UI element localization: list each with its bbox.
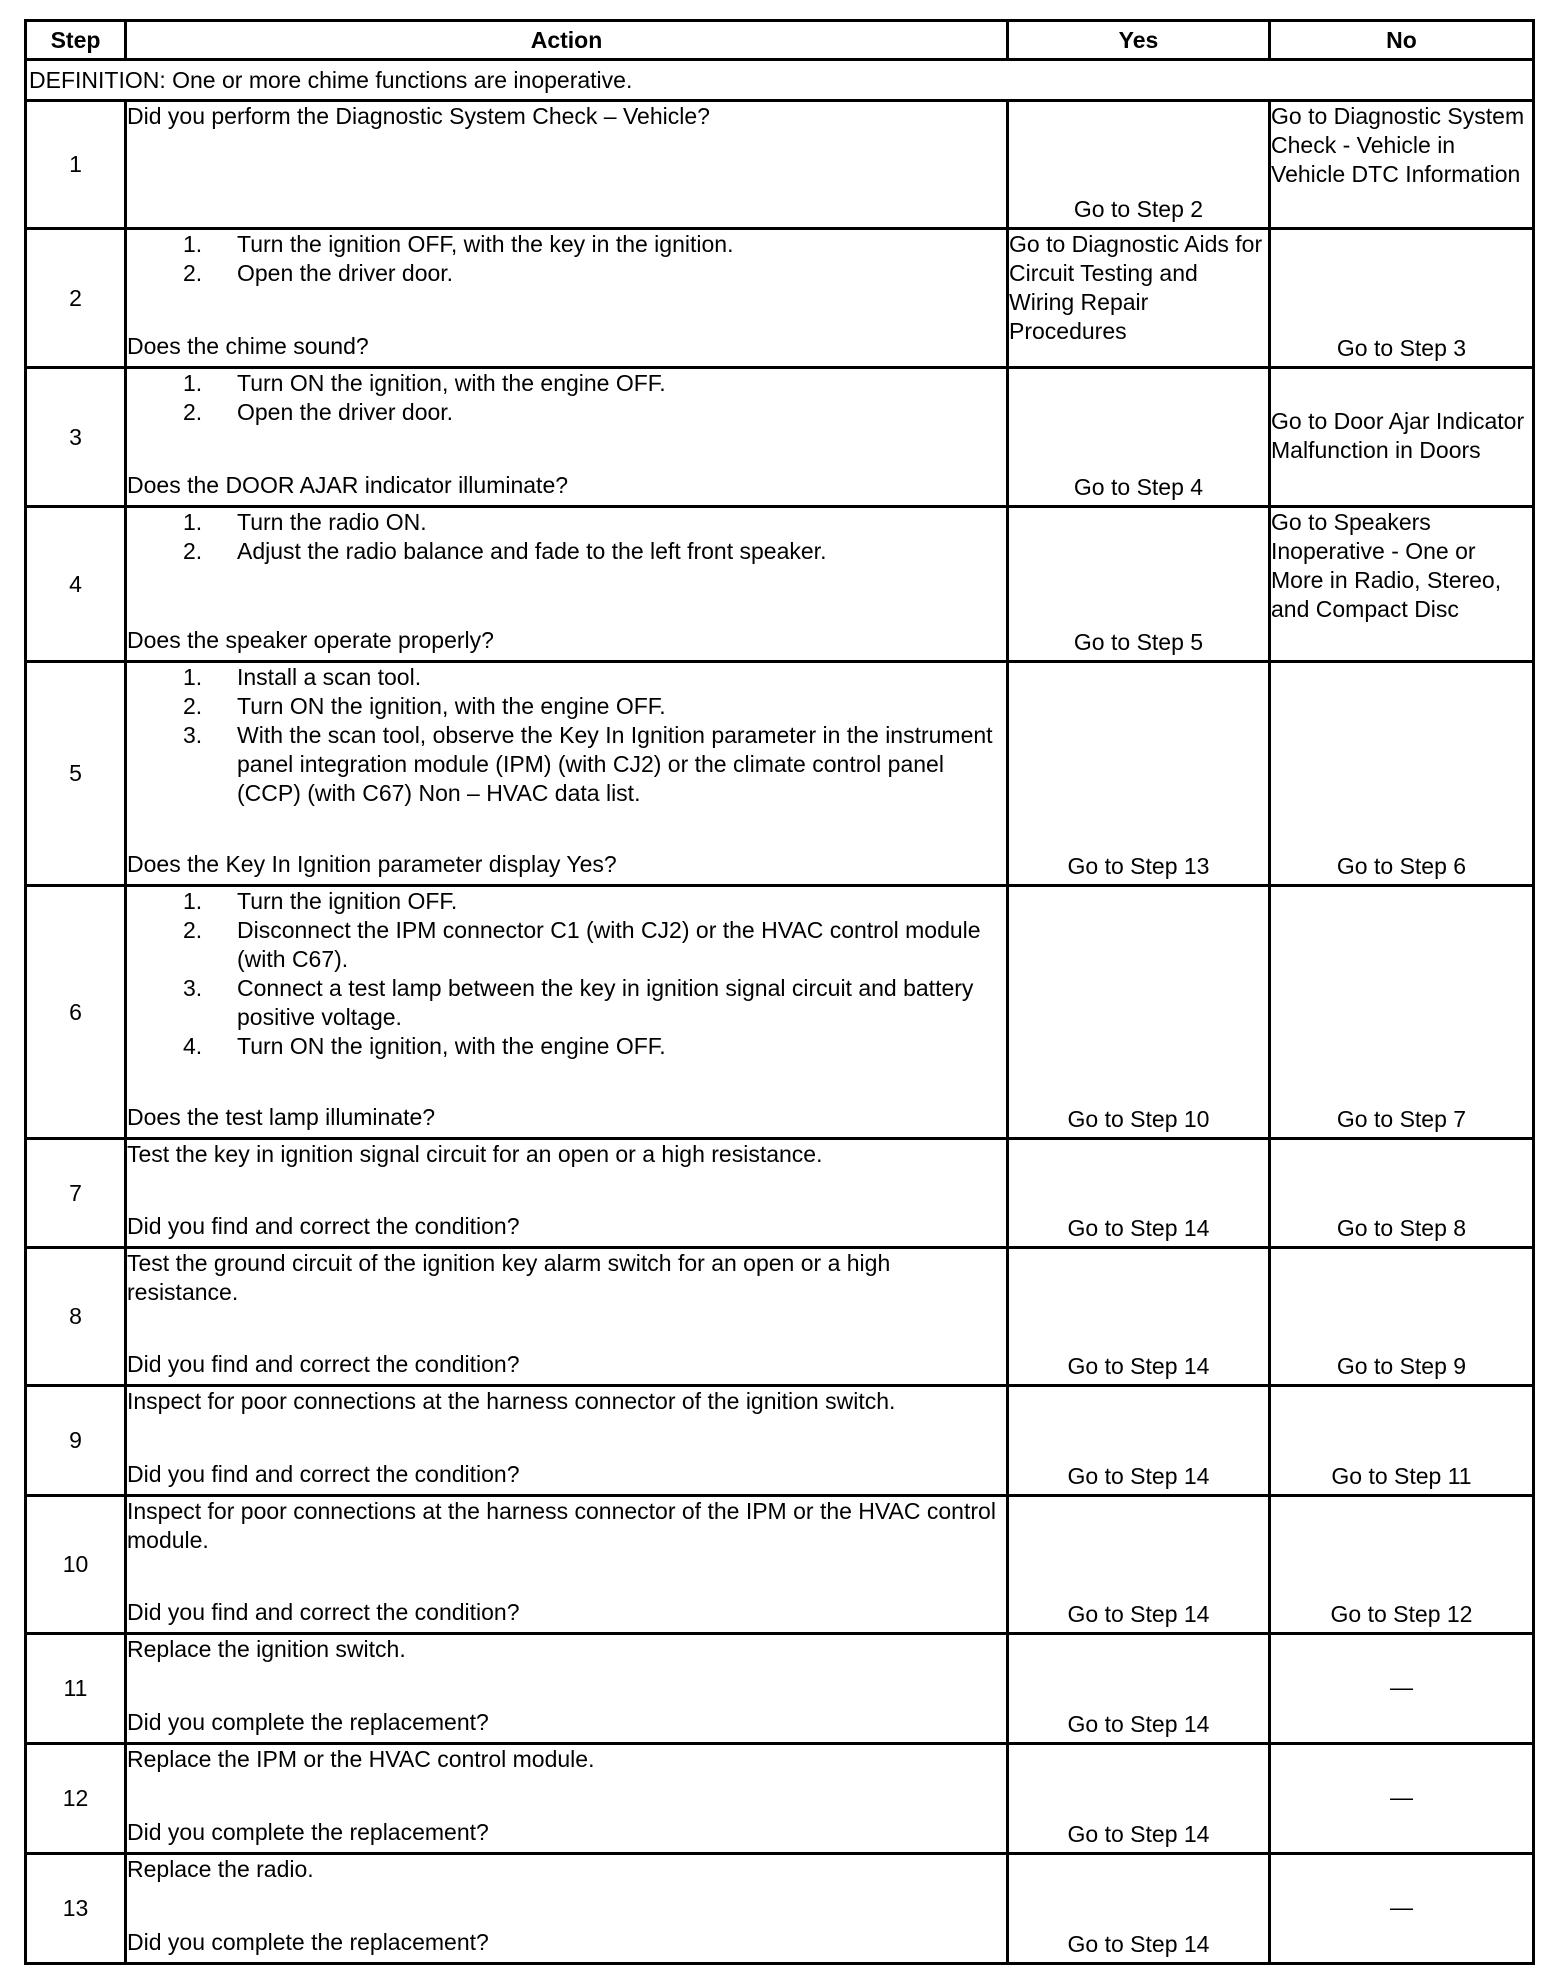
yes-result: Go to Diagnostic Aids for Circuit Testing and Wiring Repair Procedures xyxy=(1009,231,1263,344)
list-item-text: Turn ON the ignition, with the engine OFF. xyxy=(237,693,666,719)
list-item-number: 1. xyxy=(183,664,203,690)
action-cell xyxy=(126,368,1008,507)
yes-cell xyxy=(1008,368,1270,507)
table-row xyxy=(26,886,1534,1139)
no-result: Go to Step 12 xyxy=(1330,1601,1473,1627)
step-number: 4 xyxy=(26,507,126,662)
action-intro: Test the ground circuit of the ignition key alarm switch for an open or a high resistance. xyxy=(127,1250,891,1305)
step-number: 1 xyxy=(26,101,126,229)
table-row xyxy=(26,101,1534,229)
list-item xyxy=(183,537,1006,566)
step-number: 3 xyxy=(26,368,126,507)
yes-cell xyxy=(1008,886,1270,1139)
list-item-number: 1. xyxy=(183,370,203,396)
action-question: Did you complete the replacement? xyxy=(127,1929,489,1955)
yes-cell xyxy=(1008,229,1270,368)
no-cell xyxy=(1270,1386,1534,1496)
list-item-number: 1. xyxy=(183,509,203,535)
list-item-text: Install a scan tool. xyxy=(237,664,422,690)
step-number: 7 xyxy=(26,1139,126,1248)
list-item-text: Turn the radio ON. xyxy=(237,509,427,535)
no-cell xyxy=(1270,1248,1534,1386)
definition-text: DEFINITION: One or more chime functions are inoperative. xyxy=(26,60,1534,101)
list-item-text: Adjust the radio balance and fade to the left front speaker. xyxy=(237,538,827,564)
no-result: Go to Step 11 xyxy=(1331,1463,1472,1489)
yes-result: Go to Step 10 xyxy=(1067,1106,1210,1132)
table-row xyxy=(26,229,1534,368)
no-cell xyxy=(1270,1744,1534,1854)
no-cell xyxy=(1270,101,1534,229)
list-item xyxy=(183,259,1006,288)
list-item xyxy=(183,398,1006,427)
table-row xyxy=(26,1854,1534,1964)
no-cell xyxy=(1270,886,1534,1139)
no-cell xyxy=(1270,1496,1534,1634)
action-steps-list xyxy=(127,663,1006,808)
action-intro: Replace the radio. xyxy=(127,1856,314,1882)
list-item-text: With the scan tool, observe the Key In Ignition parameter in the instrument panel integration module (IPM) (with CJ2) or the climate control panel (CCP) (with C67) Non – HVAC data list. xyxy=(237,722,993,806)
yes-result: Go to Step 13 xyxy=(1067,853,1210,879)
action-question: Does the test lamp illuminate? xyxy=(127,1104,436,1130)
action-question: Did you find and correct the condition? xyxy=(127,1213,520,1239)
action-intro: Replace the IPM or the HVAC control module. xyxy=(127,1746,595,1772)
list-item-text: Open the driver door. xyxy=(237,399,454,425)
action-cell xyxy=(126,886,1008,1139)
yes-result: Go to Step 4 xyxy=(1073,474,1204,500)
list-item-number: 2. xyxy=(183,538,203,564)
list-item xyxy=(183,916,1006,974)
action-cell xyxy=(126,229,1008,368)
list-item xyxy=(183,663,1006,692)
action-cell xyxy=(126,1854,1008,1964)
header-action: Action xyxy=(126,21,1008,60)
list-item xyxy=(183,508,1006,537)
table-row xyxy=(26,1634,1534,1744)
header-yes: Yes xyxy=(1008,21,1270,60)
table-row xyxy=(26,1744,1534,1854)
action-cell xyxy=(126,101,1008,229)
no-result: Go to Diagnostic System Check - Vehicle in Vehicle DTC Information xyxy=(1271,103,1525,187)
action-steps-list xyxy=(127,887,1006,1061)
step-number: 6 xyxy=(26,886,126,1139)
no-result: Go to Step 9 xyxy=(1336,1353,1467,1379)
action-cell xyxy=(126,1744,1008,1854)
no-result: Go to Step 6 xyxy=(1336,853,1467,879)
yes-cell xyxy=(1008,1854,1270,1964)
no-result: — xyxy=(1390,1673,1413,1700)
action-cell xyxy=(126,1386,1008,1496)
action-cell xyxy=(126,507,1008,662)
list-item-number: 2. xyxy=(183,399,203,425)
no-cell xyxy=(1270,662,1534,886)
action-steps-list xyxy=(127,369,1006,427)
list-item xyxy=(183,369,1006,398)
action-question: Did you find and correct the condition? xyxy=(127,1461,520,1487)
yes-cell xyxy=(1008,1634,1270,1744)
action-question: Does the DOOR AJAR indicator illuminate? xyxy=(127,472,569,498)
no-result: Go to Door Ajar Indicator Malfunction in Doors xyxy=(1271,407,1525,463)
list-item-text: Turn ON the ignition, with the engine OFF. xyxy=(237,370,666,396)
list-item-text: Connect a test lamp between the key in ignition signal circuit and battery positive voltage. xyxy=(237,975,974,1030)
action-question: Did you find and correct the condition? xyxy=(127,1599,520,1625)
yes-cell xyxy=(1008,1386,1270,1496)
action-question: Did you complete the replacement? xyxy=(127,1819,489,1845)
yes-result: Go to Step 14 xyxy=(1067,1821,1210,1847)
yes-cell xyxy=(1008,1496,1270,1634)
list-item-number: 4. xyxy=(183,1033,203,1059)
list-item-number: 3. xyxy=(183,975,203,1001)
table-body xyxy=(26,60,1534,1964)
action-steps-list xyxy=(127,230,1006,288)
yes-result: Go to Step 14 xyxy=(1067,1931,1210,1957)
list-item-text: Turn ON the ignition, with the engine OFF. xyxy=(237,1033,666,1059)
action-intro: Did you perform the Diagnostic System Check – Vehicle? xyxy=(127,103,710,129)
action-question: Does the chime sound? xyxy=(127,333,369,359)
yes-cell xyxy=(1008,1139,1270,1248)
list-item-number: 1. xyxy=(183,888,203,914)
table-row xyxy=(26,662,1534,886)
list-item-text: Open the driver door. xyxy=(237,260,454,286)
yes-result: Go to Step 14 xyxy=(1067,1215,1210,1241)
action-question: Did you complete the replacement? xyxy=(127,1709,489,1735)
list-item xyxy=(183,692,1006,721)
list-item xyxy=(183,974,1006,1032)
no-cell xyxy=(1270,507,1534,662)
action-cell xyxy=(126,662,1008,886)
action-steps-list xyxy=(127,508,1006,566)
step-number: 9 xyxy=(26,1386,126,1496)
yes-result: Go to Step 14 xyxy=(1067,1711,1210,1737)
table-row xyxy=(26,507,1534,662)
list-item-number: 2. xyxy=(183,693,203,719)
step-number: 10 xyxy=(26,1496,126,1634)
yes-cell xyxy=(1008,507,1270,662)
action-question: Does the Key In Ignition parameter display Yes? xyxy=(127,851,617,877)
yes-result: Go to Step 14 xyxy=(1067,1463,1210,1489)
list-item-text: Turn the ignition OFF. xyxy=(237,888,458,914)
action-question: Does the speaker operate properly? xyxy=(127,627,494,653)
step-number: 13 xyxy=(26,1854,126,1964)
step-number: 12 xyxy=(26,1744,126,1854)
list-item xyxy=(183,1032,1006,1061)
no-cell xyxy=(1270,368,1534,507)
no-result: Go to Step 8 xyxy=(1336,1215,1467,1241)
list-item xyxy=(183,721,1006,808)
header-row xyxy=(26,21,1534,60)
no-result: Go to Step 3 xyxy=(1336,335,1467,361)
table-row xyxy=(26,1386,1534,1496)
header-step: Step xyxy=(26,21,126,60)
action-cell xyxy=(126,1496,1008,1634)
yes-cell xyxy=(1008,662,1270,886)
list-item xyxy=(183,887,1006,916)
no-cell xyxy=(1270,229,1534,368)
yes-result: Go to Step 14 xyxy=(1067,1601,1210,1627)
step-number: 8 xyxy=(26,1248,126,1386)
yes-result: Go to Step 14 xyxy=(1067,1353,1210,1379)
list-item-number: 3. xyxy=(183,722,203,748)
no-result: — xyxy=(1390,1893,1413,1920)
table-row xyxy=(26,1139,1534,1248)
definition-row xyxy=(26,60,1534,101)
header-no: No xyxy=(1270,21,1534,60)
step-number: 11 xyxy=(26,1634,126,1744)
yes-cell xyxy=(1008,1744,1270,1854)
no-result: Go to Speakers Inoperative - One or More in Radio, Stereo, and Compact Disc xyxy=(1271,509,1502,622)
list-item xyxy=(183,230,1006,259)
table-row xyxy=(26,1248,1534,1386)
yes-cell xyxy=(1008,101,1270,229)
list-item-number: 2. xyxy=(183,260,203,286)
action-question: Did you find and correct the condition? xyxy=(127,1351,520,1377)
table-row xyxy=(26,368,1534,507)
action-intro: Inspect for poor connections at the harness connector of the IPM or the HVAC control module. xyxy=(127,1498,996,1553)
action-cell xyxy=(126,1248,1008,1386)
action-intro: Inspect for poor connections at the harness connector of the ignition switch. xyxy=(127,1388,896,1414)
no-cell xyxy=(1270,1634,1534,1744)
list-item-number: 1. xyxy=(183,231,203,257)
action-intro: Replace the ignition switch. xyxy=(127,1636,406,1662)
yes-result: Go to Step 5 xyxy=(1073,629,1204,655)
yes-result: Go to Step 2 xyxy=(1073,196,1204,222)
action-cell xyxy=(126,1634,1008,1744)
no-result: — xyxy=(1390,1783,1413,1810)
step-number: 5 xyxy=(26,662,126,886)
no-cell xyxy=(1270,1854,1534,1964)
no-cell xyxy=(1270,1139,1534,1248)
diagnostic-table xyxy=(24,19,1535,1965)
table-row xyxy=(26,1496,1534,1634)
list-item-text: Disconnect the IPM connector C1 (with CJ2) or the HVAC control module (with C67). xyxy=(237,917,981,972)
list-item-number: 2. xyxy=(183,917,203,943)
action-cell xyxy=(126,1139,1008,1248)
step-number: 2 xyxy=(26,229,126,368)
no-result: Go to Step 7 xyxy=(1336,1106,1467,1132)
list-item-text: Turn the ignition OFF, with the key in the ignition. xyxy=(237,231,734,257)
yes-cell xyxy=(1008,1248,1270,1386)
action-intro: Test the key in ignition signal circuit for an open or a high resistance. xyxy=(127,1141,823,1167)
